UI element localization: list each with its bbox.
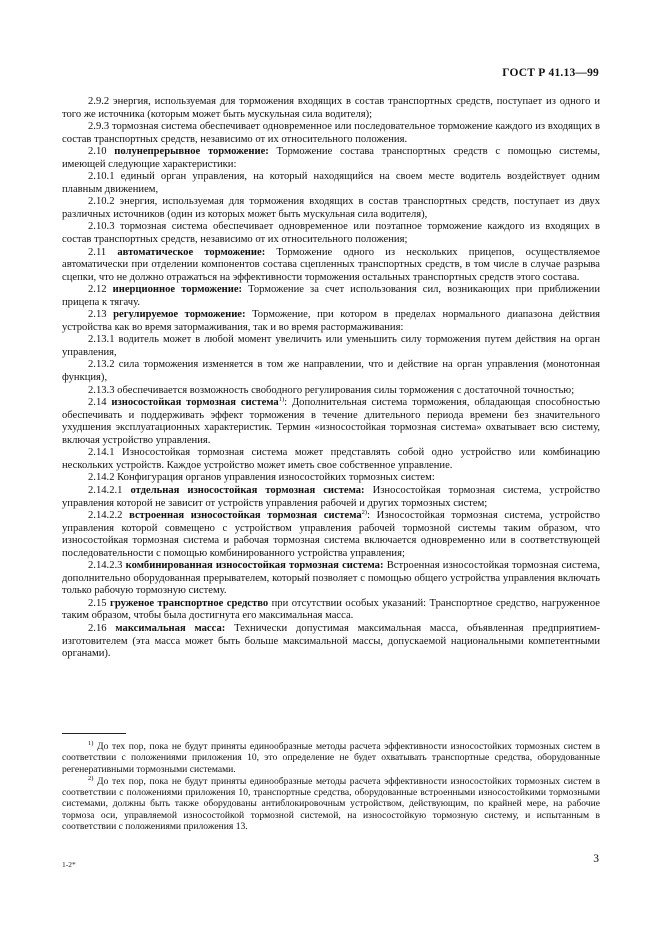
- clause-text: : Дополнительная система торможения, обладающая способностью обеспечивать и поддерживать эффект торможения в течение длительного периода времени без значительного ухудшения эксплуатационных характеристик. Термин «износостойкая тормозная система» охватывает всю систему, включая устройство управления.: [62, 397, 600, 446]
- clause-text: Износостойкая тормозная система может представлять собой одно устройство или комбинацию нескольких устройств. Каждое устройство может иметь свое собственное управление.: [62, 447, 600, 471]
- defined-term: комбинированная износостойкая тормозная система:: [125, 560, 384, 572]
- footnote-separator: [62, 733, 126, 734]
- clause-number: 2.10.2: [88, 196, 115, 208]
- paragraph: [62, 623, 600, 661]
- footnote-ref: 1): [278, 396, 285, 404]
- defined-term: инерционное торможение:: [112, 284, 243, 296]
- clause-text: обеспечивается возможность свободного регулирования силы торможения с достаточной точностью;: [117, 384, 575, 396]
- paragraph: [62, 359, 600, 384]
- clause-text: энергия, используемая для торможения входящих в состав транспортных средств, поступает из двух различных источников (один из которых может быть мускульная сила водителя),: [62, 196, 601, 220]
- paragraph: [62, 221, 600, 246]
- clause-number: 2.11: [88, 246, 107, 258]
- clause-number: 2.14: [88, 397, 107, 409]
- footnote-ref: 2): [361, 509, 368, 517]
- paragraph: [62, 485, 600, 510]
- clause-text: единый орган управления, на который находящийся на своем месте водитель воздействует одним плавным движением,: [62, 171, 600, 195]
- paragraph: [62, 96, 600, 121]
- clause-number: 2.14.2.3: [88, 560, 123, 572]
- clause-number: 2.13.1: [88, 334, 115, 346]
- clause-number: 2.13.3: [88, 384, 115, 396]
- footnote-mark: 2): [88, 774, 94, 782]
- paragraph: [62, 510, 600, 560]
- clause-text: сила торможения изменяется в том же направлении, что и действие на орган управления (монотонная функция),: [62, 359, 600, 384]
- clause-number: 2.10.1: [88, 171, 115, 183]
- clause-text: тормозная система обеспечивает одновременное или поэтапное торможение каждого из входящих в состав транспортных средств, независимо от их относительного положения;: [62, 221, 600, 246]
- defined-term: встроенная износостойкая тормозная система: [129, 510, 362, 522]
- footnote: [62, 776, 600, 832]
- standard-code-header: ГОСТ Р 41.13—99: [502, 67, 599, 79]
- paragraph: [62, 146, 600, 171]
- clause-number: 2.14.2: [88, 472, 115, 484]
- sheet-mark: 1-2*: [62, 860, 76, 869]
- clause-text: Торможение состава транспортных средств с помощью системы, имеющей следующие характеристики:: [62, 146, 600, 170]
- defined-term: автоматическое торможение:: [117, 246, 266, 258]
- clause-text: энергия, используемая для торможения входящих в состав транспортных средств, поступает из одного и того же источника (которым может быть мускульная сила водителя);: [62, 96, 600, 120]
- clause-number: 2.13.2: [88, 359, 115, 371]
- clause-number: 2.16: [88, 622, 107, 634]
- defined-term: полунепрерывное торможение:: [114, 146, 269, 158]
- clause-text: Торможение одного из нескольких прицепов, осуществляемое автоматически при отделении компонентов состава сцепленных транспортных средств, в том числе в случае разрыва сцепки, что не должно отражаться на эффективности торможения остальных транспортных средств этого состава.: [62, 246, 600, 283]
- paragraph: [62, 560, 600, 598]
- clause-number: 2.13: [88, 309, 107, 321]
- paragraph: [62, 334, 600, 359]
- clause-number: 2.10: [88, 146, 107, 158]
- defined-term: максимальная масса:: [115, 622, 226, 634]
- paragraph: [62, 171, 600, 196]
- clause-text: при отсутствии особых указаний: Транспортное средство, нагруженное таким образом, чтобы была достигнута его максимальная масса.: [62, 597, 600, 622]
- paragraph: [62, 284, 600, 309]
- footnote: [62, 741, 600, 775]
- footnote-text: До тех пор, пока не будут приняты единообразные методы расчета эффективности износостойких тормозных систем в соответствии с положениями приложения 10, транспортные средства, оборудованные встроенными износостойкими тормозными системами, должны быть также оборудованы антиблокировочным устройством, действующим, по крайней мере, на рабочие тормоза оси, управляемой износостойкой тормозной системой, на износостойкую тормозную систему, и испытанным в соответствии с положениями приложения 13.: [62, 775, 600, 833]
- clause-number: 2.14.1: [88, 447, 115, 459]
- clause-text: Конфигурация органов управления износостойких тормозных систем:: [117, 472, 435, 484]
- paragraph: [62, 121, 600, 146]
- clause-text: Износостойкая тормозная система, устройство управления которой не зависит от устройств управления рабочей и других тормозных систем;: [62, 484, 600, 509]
- defined-term: груженое транспортное средство: [110, 597, 269, 609]
- paragraph: [62, 397, 600, 447]
- paragraph: [62, 247, 600, 285]
- document-body: [62, 96, 600, 661]
- clause-text: водитель может в любой момент увеличить или уменьшить силу торможения путем действия на орган управления,: [62, 334, 600, 358]
- clause-number: 2.10.3: [88, 221, 115, 233]
- clause-text: тормозная система обеспечивает одновременное или последовательное торможение каждого из входящих в состав транспортных средств, независимо от их относительного положения.: [62, 121, 600, 145]
- clause-number: 2.12: [88, 284, 107, 296]
- clause-number: 2.14.2.1: [88, 484, 123, 496]
- clause-number: 2.9.3: [88, 121, 110, 133]
- footnote-text: До тех пор, пока не будут приняты единообразные методы расчета эффективности износостойких тормозных систем в соответствии с положениями приложения 10, это определение не будет охватывать транспортные средства, оборудованные регенеративными тормозными системами.: [62, 741, 600, 775]
- clause-number: 2.9.2: [88, 96, 110, 107]
- clause-text: Торможение, при котором в пределах нормального диапазона действия устройства как во время затормаживания, так и во время растормаживания:: [62, 309, 600, 333]
- clause-text: : Износостойкая тормозная система, устройство управления которой совмещено с устройством управления рабочей тормозной системы таким образом, что износостойкая тормозная система и рабочая тормозная система включается одновременно или в соответствующей последовательности с помощью комбинированного устройства управления;: [62, 510, 600, 559]
- defined-term: износостойкая тормозная система: [111, 397, 279, 409]
- paragraph: [62, 309, 600, 334]
- clause-number: 2.15: [88, 597, 107, 609]
- footnotes: [62, 741, 600, 833]
- paragraph: [62, 472, 600, 485]
- defined-term: отдельная износостойкая тормозная система:: [130, 484, 365, 496]
- clause-text: Технически допустимая максимальная масса, объявленная предприятием-изготовителем (эта масса может быть больше максимальной массы, допускаемой национальными компетентными органами).: [62, 622, 600, 660]
- footnote-mark: 1): [88, 740, 94, 747]
- paragraph: [62, 196, 600, 221]
- paragraph: [62, 385, 600, 398]
- paragraph: [62, 598, 600, 623]
- clause-number: 2.14.2.2: [88, 510, 123, 522]
- paragraph: [62, 447, 600, 472]
- clause-text: Торможение за счет использования сил, возникающих при приближении прицепа к тягачу.: [62, 284, 600, 308]
- defined-term: регулируемое торможение:: [113, 309, 246, 321]
- page-number: 3: [593, 853, 599, 865]
- clause-text: Встроенная износостойкая тормозная система, дополнительно оборудованная прерывателем, который позволяет с помощью общего устройства управления включать только рабочую тормозную систему.: [62, 560, 600, 597]
